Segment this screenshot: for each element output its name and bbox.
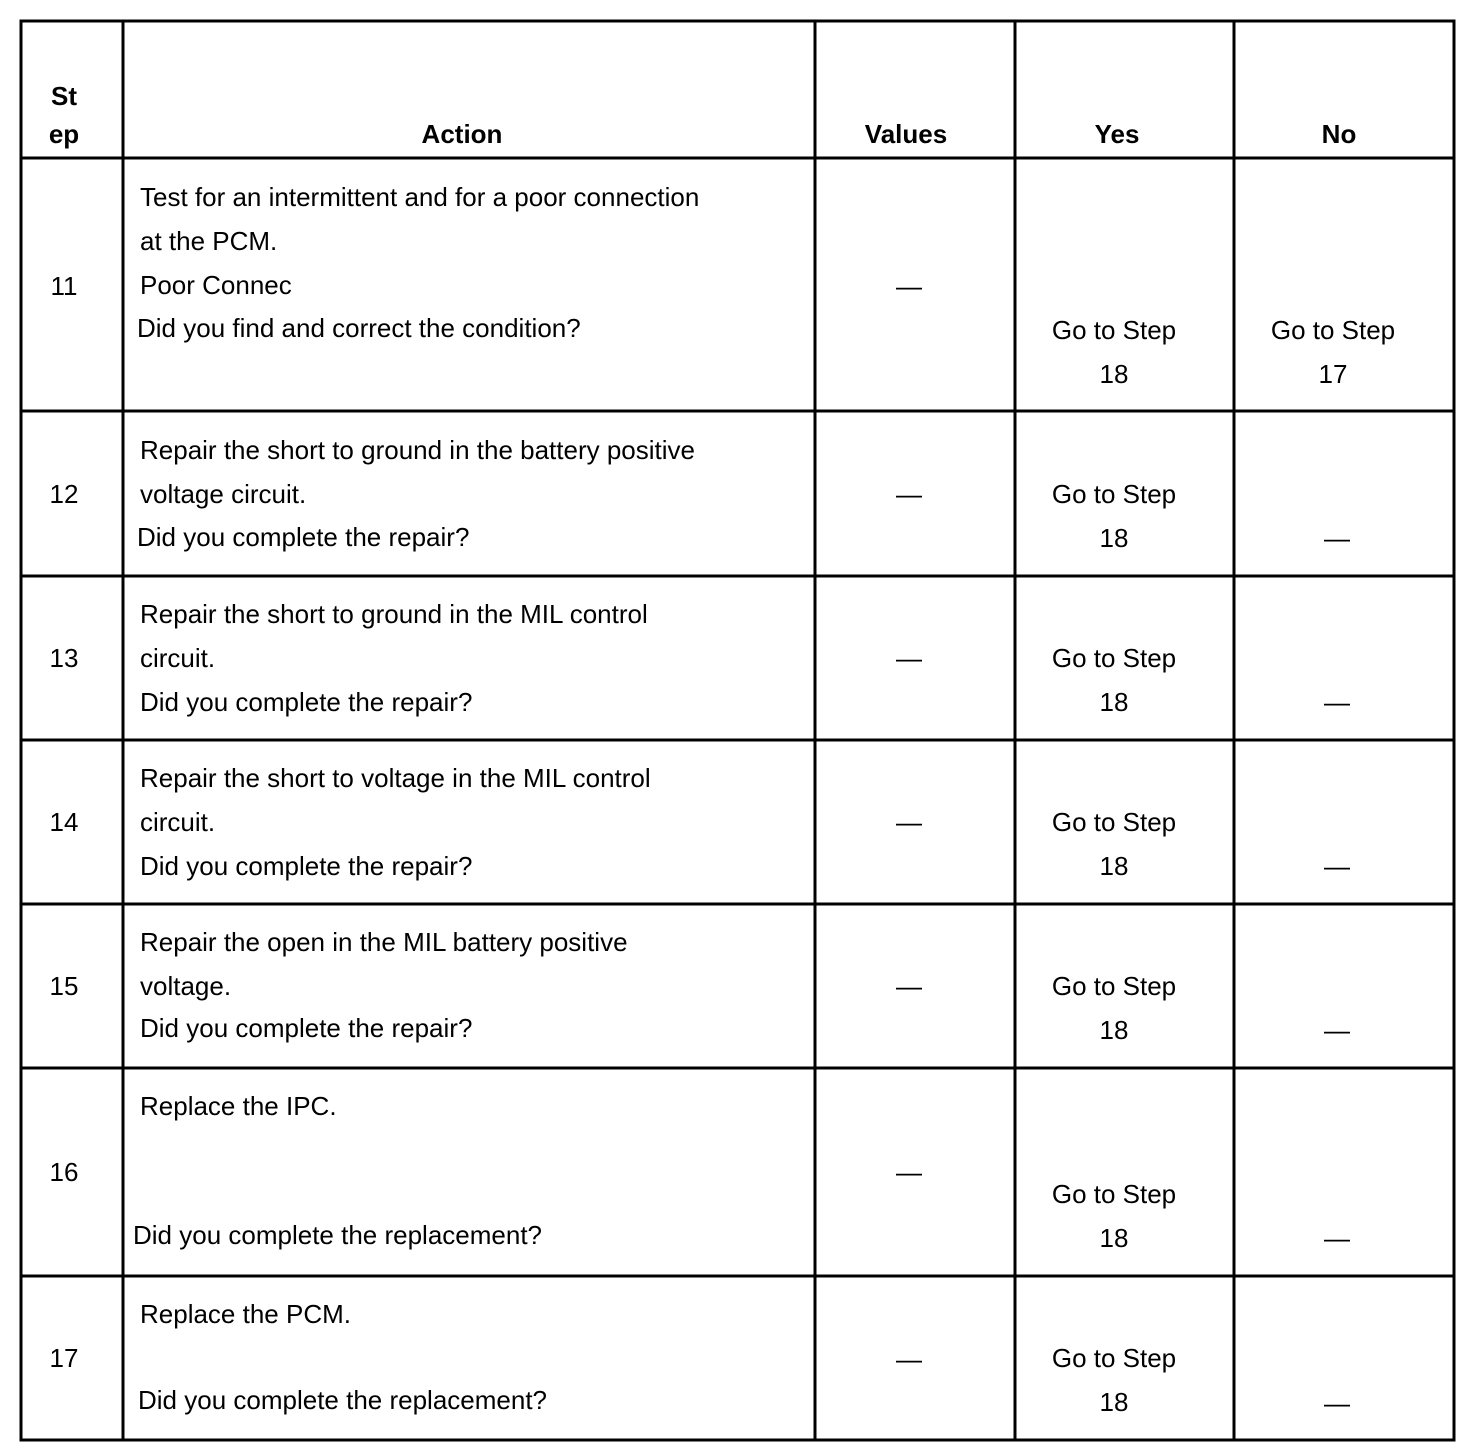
- header-no: No: [1321, 119, 1357, 149]
- header-action: Action: [421, 119, 503, 149]
- no-cell: —: [1324, 523, 1350, 553]
- yes-cell: 18: [1099, 851, 1129, 881]
- action-text: Did you complete the repair?: [140, 851, 473, 881]
- action-text: Repair the open in the MIL battery positive: [140, 927, 628, 957]
- header-values: Values: [864, 119, 948, 149]
- action-text: Repair the short to voltage in the MIL control: [140, 763, 651, 793]
- no-cell: —: [1324, 1223, 1350, 1253]
- step-number: 13: [49, 643, 79, 673]
- header-step-line2: ep: [48, 119, 80, 149]
- action-text: at the PCM.: [140, 226, 278, 256]
- step-number: 14: [49, 807, 79, 837]
- yes-cell: 18: [1099, 1015, 1129, 1045]
- header-yes: Yes: [1094, 119, 1140, 149]
- action-text: Replace the IPC.: [140, 1091, 337, 1121]
- action-text: circuit.: [140, 643, 216, 673]
- values-cell: —: [896, 271, 922, 301]
- action-text: Did you complete the repair?: [140, 1013, 473, 1043]
- values-cell: —: [896, 971, 922, 1001]
- action-text: Repair the short to ground in the battery positive: [140, 435, 695, 465]
- yes-cell: Go to Step: [1051, 1343, 1177, 1373]
- action-text: Did you complete the replacement?: [138, 1385, 548, 1415]
- yes-cell: 18: [1099, 1387, 1129, 1417]
- step-number: 16: [49, 1157, 79, 1187]
- yes-cell: 18: [1099, 1223, 1129, 1253]
- action-text: Did you find and correct the condition?: [137, 313, 581, 343]
- values-cell: —: [896, 1344, 922, 1374]
- yes-cell: 18: [1099, 523, 1129, 553]
- no-cell: Go to Step: [1270, 315, 1396, 345]
- values-cell: —: [896, 1157, 922, 1187]
- values-cell: —: [896, 807, 922, 837]
- step-number: 12: [49, 479, 79, 509]
- yes-cell: Go to Step: [1051, 807, 1177, 837]
- action-text: Did you complete the replacement?: [133, 1220, 543, 1250]
- yes-cell: Go to Step: [1051, 479, 1177, 509]
- no-cell: —: [1324, 1388, 1350, 1418]
- yes-cell: 18: [1099, 687, 1129, 717]
- action-text: Test for an intermittent and for a poor connection: [140, 182, 700, 212]
- step-number: 17: [49, 1343, 79, 1373]
- values-cell: —: [896, 479, 922, 509]
- action-text: voltage circuit.: [140, 479, 307, 509]
- step-number: 11: [50, 271, 78, 301]
- no-cell: —: [1324, 1015, 1350, 1045]
- values-cell: —: [896, 643, 922, 673]
- no-cell: —: [1324, 687, 1350, 717]
- yes-cell: Go to Step: [1051, 643, 1177, 673]
- header-step-line1: St: [51, 81, 77, 111]
- action-text: Poor Connec: [140, 270, 292, 300]
- action-text: circuit.: [140, 807, 216, 837]
- yes-cell: Go to Step: [1051, 1179, 1177, 1209]
- yes-cell: Go to Step: [1051, 971, 1177, 1001]
- yes-cell: 18: [1099, 359, 1129, 389]
- step-number: 15: [49, 971, 79, 1001]
- no-cell: —: [1324, 851, 1350, 881]
- yes-cell: Go to Step: [1051, 315, 1177, 345]
- action-text: Did you complete the repair?: [140, 687, 473, 717]
- action-text: Did you complete the repair?: [137, 522, 470, 552]
- action-text: voltage.: [140, 971, 232, 1001]
- no-cell: 17: [1318, 359, 1348, 389]
- action-text: Repair the short to ground in the MIL control: [140, 599, 648, 629]
- action-text: Replace the PCM.: [140, 1299, 351, 1329]
